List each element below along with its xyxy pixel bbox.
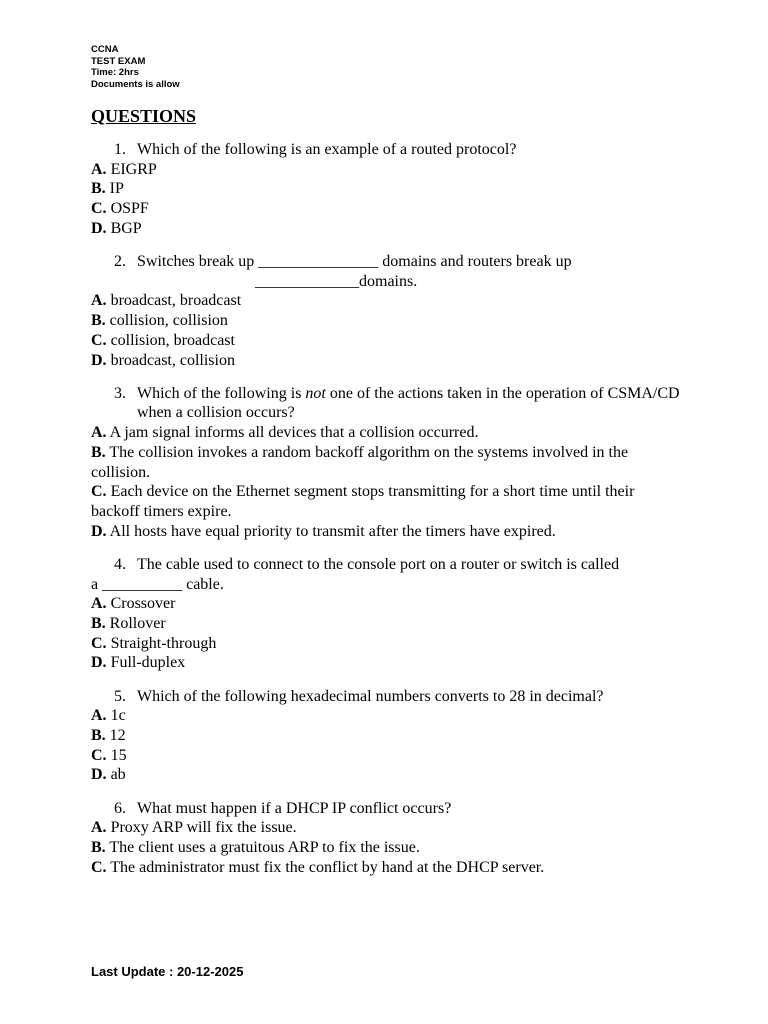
question-text-part: one of the actions taken in the operation of CSMA/CD when a collision occurs? xyxy=(137,384,680,422)
option-letter: C. xyxy=(91,200,107,218)
question-text: Which of the following is an example of a routed protocol? xyxy=(137,141,517,158)
option-b xyxy=(91,443,681,482)
option-text: All hosts have equal priority to transmit after the timers have expired. xyxy=(106,522,556,540)
option-text: 12 xyxy=(105,726,126,744)
option-text: IP xyxy=(105,180,124,198)
option-text: collision, collision xyxy=(105,312,228,330)
option-text: Rollover xyxy=(105,614,166,632)
question-stem xyxy=(114,140,681,160)
option-b xyxy=(91,179,681,199)
option-text: broadcast, broadcast xyxy=(106,292,242,310)
question-6 xyxy=(91,799,681,878)
option-a xyxy=(91,818,681,838)
option-text: 1c xyxy=(106,707,126,725)
option-letter: D. xyxy=(91,522,107,540)
option-b xyxy=(91,726,681,746)
option-letter: B. xyxy=(91,180,106,198)
question-stem xyxy=(114,555,681,575)
question-text xyxy=(137,384,681,423)
option-text: Full-duplex xyxy=(106,654,186,672)
question-text: Which of the following hexadecimal numbers converts to 28 in decimal? xyxy=(137,687,604,705)
last-update-footer: Last Update : 20-12-2025 xyxy=(91,964,244,979)
option-letter: C. xyxy=(91,746,107,764)
option-text: BGP xyxy=(106,219,142,237)
option-letter: C. xyxy=(91,331,107,349)
option-d xyxy=(91,522,681,542)
option-text: Straight-through xyxy=(106,634,217,652)
option-letter: D. xyxy=(91,654,107,672)
option-d xyxy=(91,219,681,239)
option-text: 15 xyxy=(106,746,127,764)
question-number: 1. xyxy=(114,141,126,158)
option-text: Crossover xyxy=(106,595,176,613)
option-letter: B. xyxy=(91,839,106,856)
option-text: The collision invokes a random backoff algorithm on the systems involved in the collision. xyxy=(91,443,629,481)
option-d xyxy=(91,653,681,673)
option-letter: C. xyxy=(91,483,107,501)
header-exam-type: TEST EXAM xyxy=(91,55,146,67)
option-c xyxy=(91,634,681,654)
option-letter: B. xyxy=(91,443,106,461)
option-b xyxy=(91,838,681,858)
question-text-emphasis: not xyxy=(305,384,326,402)
option-letter: A. xyxy=(91,819,107,837)
option-text: OSPF xyxy=(106,200,149,218)
question-number: 2. xyxy=(114,253,126,271)
question-5 xyxy=(91,687,681,786)
option-text: Proxy ARP will fix the issue. xyxy=(106,819,297,837)
option-c-continuation: backoff timers expire. xyxy=(91,502,232,520)
question-stem xyxy=(114,799,681,819)
option-text: A jam signal informs all devices that a collision occurred. xyxy=(106,424,479,442)
option-letter: A. xyxy=(91,707,107,725)
question-text: What must happen if a DHCP IP conflict occurs? xyxy=(137,799,452,817)
option-c xyxy=(91,331,681,351)
option-text: The administrator must fix the conflict by hand at the DHCP server. xyxy=(106,858,545,876)
option-letter: A. xyxy=(91,160,107,178)
option-letter: B. xyxy=(91,726,106,744)
option-letter: A. xyxy=(91,595,107,613)
option-letter: D. xyxy=(91,219,107,237)
header-documents-note: Documents is allow xyxy=(91,78,180,90)
option-a xyxy=(91,594,681,614)
option-a xyxy=(91,423,681,443)
option-d xyxy=(91,351,681,371)
option-letter: A. xyxy=(91,292,107,310)
option-a xyxy=(91,291,681,311)
option-a xyxy=(91,160,681,180)
option-c xyxy=(91,199,681,219)
option-letter: B. xyxy=(91,614,106,632)
question-text-part: Which of the following is xyxy=(137,384,306,402)
question-1 xyxy=(91,140,681,239)
question-text-line-1: Switches break up _______________ domains and routers break up xyxy=(137,253,572,271)
question-stem xyxy=(114,252,681,291)
document-header xyxy=(91,44,180,90)
question-stem xyxy=(114,687,681,707)
option-text: The client uses a gratuitous ARP to fix the issue. xyxy=(105,839,420,856)
option-text: Each device on the Ethernet segment stops transmitting for a short time until their xyxy=(106,483,635,501)
option-text: collision, broadcast xyxy=(106,331,235,349)
option-a xyxy=(91,706,681,726)
section-title: QUESTIONS xyxy=(91,106,197,126)
option-letter: C. xyxy=(91,858,107,876)
question-stem xyxy=(114,384,681,423)
question-number: 5. xyxy=(114,687,126,705)
option-b xyxy=(91,311,681,331)
header-time: Time: 2hrs xyxy=(91,67,139,78)
question-4 xyxy=(91,555,681,673)
option-letter: B. xyxy=(91,312,106,330)
option-letter: D. xyxy=(91,766,107,784)
question-continuation: a __________ cable. xyxy=(91,575,224,593)
option-d xyxy=(91,765,681,785)
question-3 xyxy=(91,384,681,542)
header-course: CCNA xyxy=(91,44,119,55)
option-text: broadcast, collision xyxy=(106,351,235,369)
question-2 xyxy=(91,252,681,370)
question-text xyxy=(137,252,681,291)
option-c xyxy=(91,482,681,502)
question-number: 3. xyxy=(114,384,126,402)
option-c xyxy=(91,858,681,878)
question-text-line-2: _____________domains. xyxy=(255,272,418,290)
option-text: EIGRP xyxy=(106,160,157,178)
question-number: 4. xyxy=(114,555,126,573)
questions-list xyxy=(91,140,681,891)
option-text: ab xyxy=(106,766,126,784)
question-number: 6. xyxy=(114,799,126,817)
question-text: The cable used to connect to the console port on a router or switch is called xyxy=(137,555,620,573)
option-letter: A. xyxy=(91,424,107,442)
option-c xyxy=(91,746,681,766)
option-letter: D. xyxy=(91,351,107,369)
option-letter: C. xyxy=(91,634,107,652)
option-b xyxy=(91,614,681,634)
